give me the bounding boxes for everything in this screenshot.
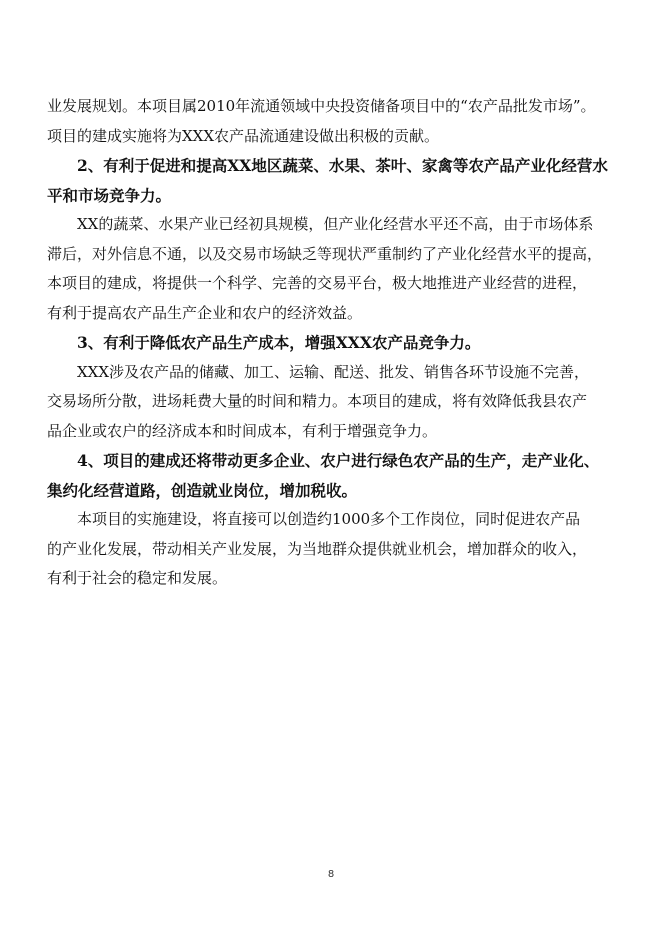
heading-line: 3、有利于降低农产品生产成本，增强XXX农产品竞争力。 [77,333,481,352]
text-line: XX的蔬菜、水果产业已经初具规模，但产业化经营水平还不高，由于市场体系 [77,215,594,233]
text-line: 业发展规划。本项目属2010年流通领域中央投资储备项目中的“农产品批发市场”。 [47,97,596,115]
paragraph-body [47,505,617,594]
heading-line: 平和市场竞争力。 [47,185,172,205]
text-line: 有利于社会的稳定和发展。 [47,569,228,587]
text-line: 滞后，对外信息不通，以及交易市场缺乏等现状严重制约了产业化经营水平的提高， [47,244,603,263]
text-line: 本项目的实施建设，将直接可以创造约1000多个工作岗位，同时促进农产品 [77,510,581,528]
text-line: 品企业或农户的经济成本和时间成本，有利于增强竞争力。 [47,421,438,440]
text-line: 本项目的建成，将提供一个科学、完善的交易平台，极大地推进产业经营的进程， [47,274,588,292]
section-heading-2 [47,151,617,210]
document-body [47,92,617,594]
text-line: 的产业化发展，带动相关产业发展，为当地群众提供就业机会，增加群众的收入， [47,539,588,558]
paragraph-continuation [47,92,617,151]
paragraph-body [47,210,617,328]
page-number: 8 [327,869,335,880]
heading-line: 4、项目的建成还将带动更多企业、农户进行绿色农产品的生产，走产业化、 [77,451,600,470]
section-heading-3 [47,328,617,358]
heading-line: 2、有利于促进和提高XX地区蔬菜、水果、茶叶、家禽等农产品产业化经营水 [77,156,608,175]
text-line: 有利于提高农产品生产企业和农户的经济效益。 [47,303,363,322]
paragraph-body [47,358,617,447]
section-heading-4 [47,446,617,505]
text-line: 项目的建成实施将为XXX农产品流通建设做出积极的贡献。 [47,126,440,145]
text-line: 交易场所分散，进场耗费大量的时间和精力。本项目的建成，将有效降低我县农产 [47,392,588,410]
text-line: XXX涉及农产品的储藏、加工、运输、配送、批发、销售各环节设施不完善， [77,362,590,381]
heading-line: 集约化经营道路，创造就业岗位，增加税收。 [47,480,358,500]
